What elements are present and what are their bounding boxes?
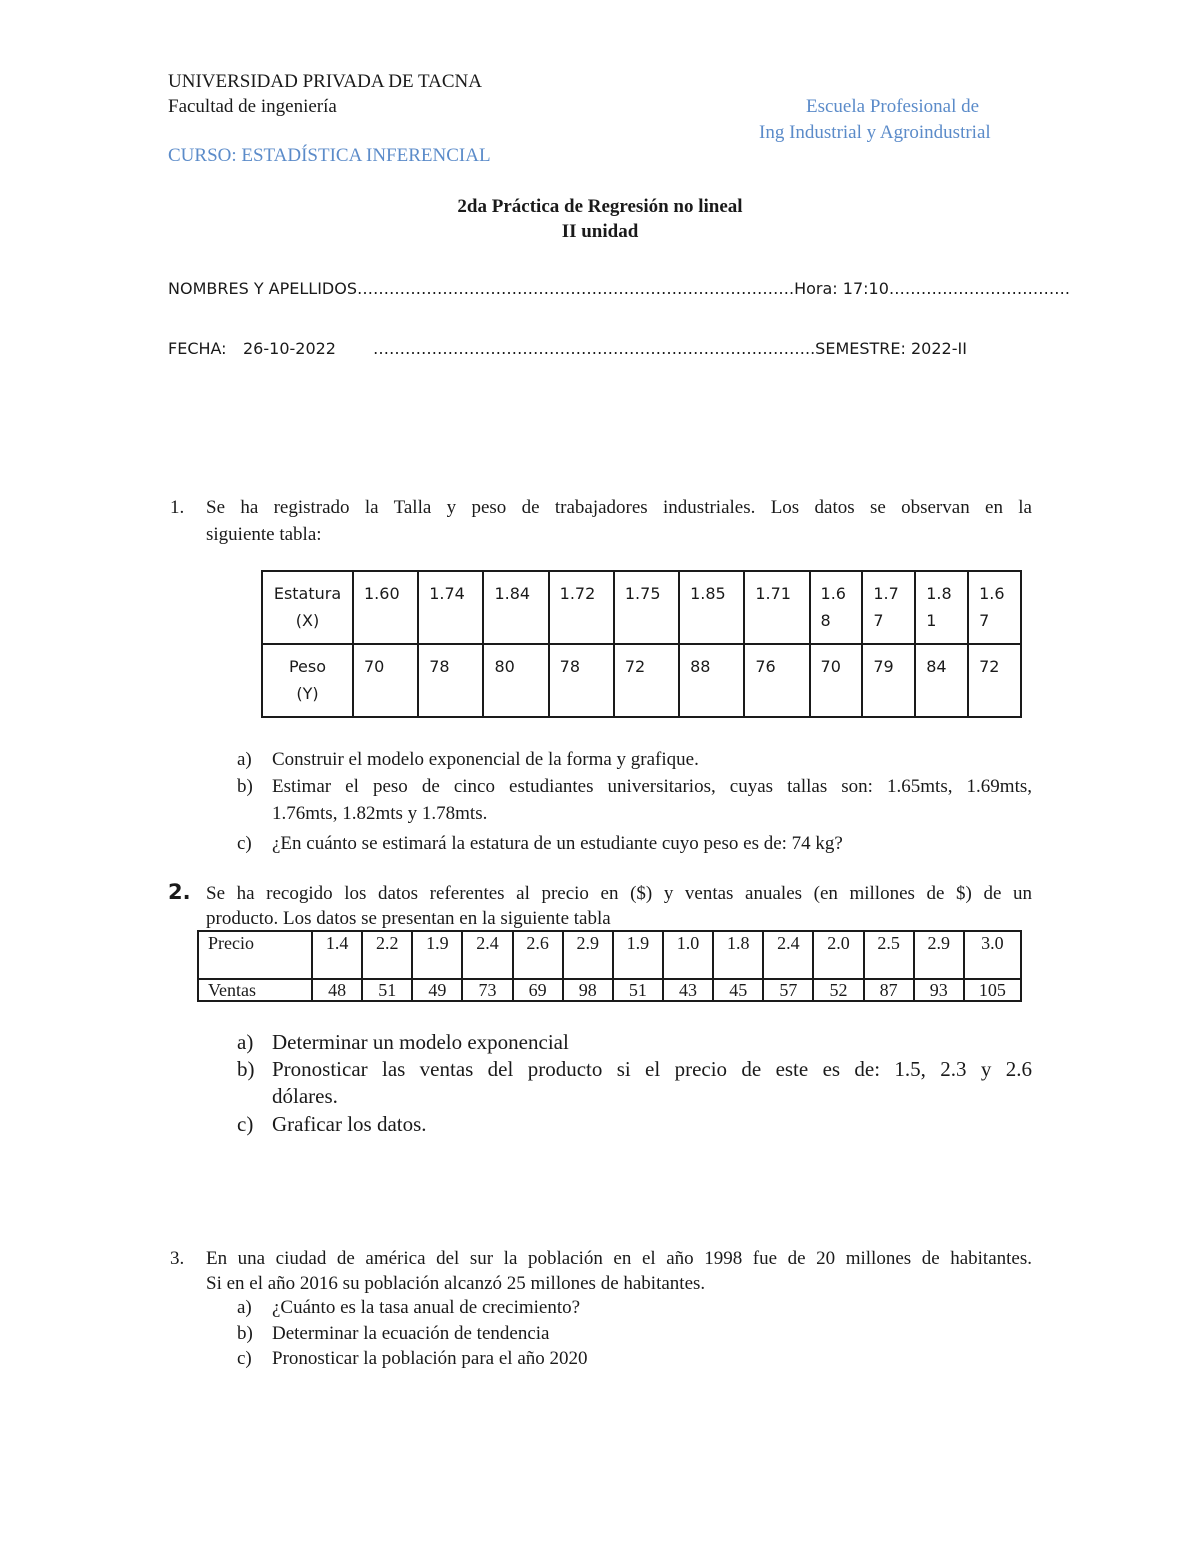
title-line-1: 2da Práctica de Regresión no lineal	[457, 196, 743, 217]
price-sales-table	[197, 930, 1022, 1002]
table-header-line: (X)	[295, 611, 320, 630]
q1-item-text: ¿En cuánto se estimará la estatura de un estudiante cuyo peso es de: 74 kg?	[272, 833, 843, 854]
table-cell: 51	[362, 979, 412, 1001]
q1-text-line-2: siguiente tabla:	[206, 524, 322, 545]
table-cell: 1.0	[663, 931, 713, 979]
q2-text-line-1: Se ha recogido los datos referentes al precio en ($) y ventas anuales (en millones de $) de un	[206, 883, 1032, 904]
q1-item-label: b)	[237, 776, 253, 797]
height-weight-table	[261, 570, 1022, 718]
table-cell: 2.5	[864, 931, 914, 979]
q2-item-text: Graficar los datos.	[272, 1112, 427, 1136]
table-cell: 3.0	[964, 931, 1021, 979]
table-cell: 1.4	[312, 931, 362, 979]
table-cell: 84	[915, 644, 968, 717]
table-header-line: Estatura	[273, 584, 342, 603]
table-cell: 79	[862, 644, 915, 717]
table-row	[262, 644, 1021, 717]
q2-text-line-2: producto. Los datos se presentan en la siguiente tabla	[206, 908, 611, 929]
table-cell: 1.6 7	[968, 571, 1021, 644]
q3-item-label: c)	[237, 1348, 252, 1369]
table-cell: 1.84	[483, 571, 548, 644]
table-cell: 1.9	[613, 931, 663, 979]
q3-number: 3.	[170, 1248, 185, 1269]
q3-item-text: Pronosticar la población para el año 2020	[272, 1348, 588, 1369]
q3-item-text: Determinar la ecuación de tendencia	[272, 1323, 550, 1344]
school-line-1: Escuela Profesional de	[806, 96, 980, 117]
q3-item-text: ¿Cuánto es la tasa anual de crecimiento?	[272, 1297, 581, 1318]
table-header-cell: Ventas	[198, 979, 312, 1001]
table-row	[262, 571, 1021, 644]
table-cell: 70	[353, 644, 418, 717]
title-line-2: II unidad	[561, 221, 639, 242]
table-cell: 57	[763, 979, 813, 1001]
table-cell: 2.9	[563, 931, 613, 979]
faculty-name: Facultad de ingeniería	[168, 96, 337, 117]
table-header-line: Peso	[288, 657, 327, 676]
table-cell: 2.0	[813, 931, 863, 979]
table-cell: 93	[914, 979, 964, 1001]
table-cell: 45	[713, 979, 763, 1001]
q2-number: 2.	[168, 880, 191, 904]
table-row	[198, 979, 1021, 1001]
table-cell: 48	[312, 979, 362, 1001]
table-cell: 72	[614, 644, 679, 717]
table-header-cell: Precio	[198, 931, 312, 979]
q2-item-label: b)	[237, 1057, 255, 1081]
table-cell: 98	[563, 979, 613, 1001]
table-cell: 1.60	[353, 571, 418, 644]
table-cell: 87	[864, 979, 914, 1001]
table-cell: 43	[663, 979, 713, 1001]
q2-item-text: Pronosticar las ventas del producto si el precio de este es de: 1.5, 2.3 y 2.6	[272, 1057, 1032, 1081]
table-cell: 1.9	[412, 931, 462, 979]
table-row	[198, 931, 1021, 979]
table-cell: 76	[744, 644, 809, 717]
table-cell: 1.75	[614, 571, 679, 644]
school-line-2: Ing Industrial y Agroindustrial	[759, 122, 991, 143]
q1-item-text: 1.76mts, 1.82mts y 1.78mts.	[272, 803, 488, 824]
q3-text-line-1: En una ciudad de américa del sur la población en el año 1998 fue de 20 millones de habitantes.	[206, 1248, 1032, 1269]
table-cell: 70	[810, 644, 863, 717]
table-cell: 78	[418, 644, 483, 717]
names-field-line: NOMBRES Y APELLIDOS……………………………………………………………………….Hora: 17:10…………………………….	[168, 279, 1070, 298]
q3-item-label: b)	[237, 1323, 253, 1344]
q1-item-text: Estimar el peso de cinco estudiantes universitarios, cuyas tallas son: 1.65mts, 1.69mts,	[272, 776, 1032, 797]
q2-item-label: a)	[237, 1030, 254, 1054]
q2-item-text: Determinar un modelo exponencial	[272, 1030, 569, 1054]
q1-number: 1.	[170, 497, 185, 518]
table-cell: 1.8 1	[915, 571, 968, 644]
table-cell: 1.7 7	[862, 571, 915, 644]
q1-item-label: c)	[237, 833, 252, 854]
table-header-cell	[262, 644, 353, 717]
course-name: CURSO: ESTADÍSTICA INFERENCIAL	[168, 145, 491, 166]
table-cell: 1.85	[679, 571, 744, 644]
table-cell: 1.8	[713, 931, 763, 979]
q2-item-label: c)	[237, 1112, 254, 1136]
q1-item-label: a)	[237, 749, 252, 770]
q2-item-text: dólares.	[272, 1084, 338, 1108]
table-cell: 80	[483, 644, 548, 717]
table-cell: 52	[813, 979, 863, 1001]
table-cell: 1.71	[744, 571, 809, 644]
table-cell: 2.4	[763, 931, 813, 979]
table-header-line: (Y)	[296, 684, 319, 703]
table-cell: 51	[613, 979, 663, 1001]
table-cell: 105	[964, 979, 1021, 1001]
semestre-line: ………………………………………………………………………..SEMESTRE: 2022-II	[373, 339, 967, 358]
table-cell: 2.4	[462, 931, 512, 979]
table-cell: 73	[462, 979, 512, 1001]
table-cell: 72	[968, 644, 1021, 717]
university-name: UNIVERSIDAD PRIVADA DE TACNA	[168, 71, 482, 92]
q3-item-label: a)	[237, 1297, 252, 1318]
table-cell: 2.9	[914, 931, 964, 979]
table-cell: 49	[412, 979, 462, 1001]
table-cell: 2.6	[513, 931, 563, 979]
table-cell: 1.74	[418, 571, 483, 644]
table-cell: 1.6 8	[810, 571, 863, 644]
table-cell: 69	[513, 979, 563, 1001]
table-cell: 88	[679, 644, 744, 717]
q1-text-line-1: Se ha registrado la Talla y peso de trabajadores industriales. Los datos se observan en la	[206, 497, 1032, 518]
table-header-cell	[262, 571, 353, 644]
fecha-label: FECHA:	[168, 339, 227, 358]
q3-text-line-2: Si en el año 2016 su población alcanzó 25 millones de habitantes.	[206, 1273, 706, 1294]
q1-item-text: Construir el modelo exponencial de la forma y grafique.	[272, 749, 699, 770]
fecha-value: 26-10-2022	[243, 339, 336, 358]
table-cell: 78	[549, 644, 614, 717]
table-cell: 2.2	[362, 931, 412, 979]
table-cell: 1.72	[549, 571, 614, 644]
